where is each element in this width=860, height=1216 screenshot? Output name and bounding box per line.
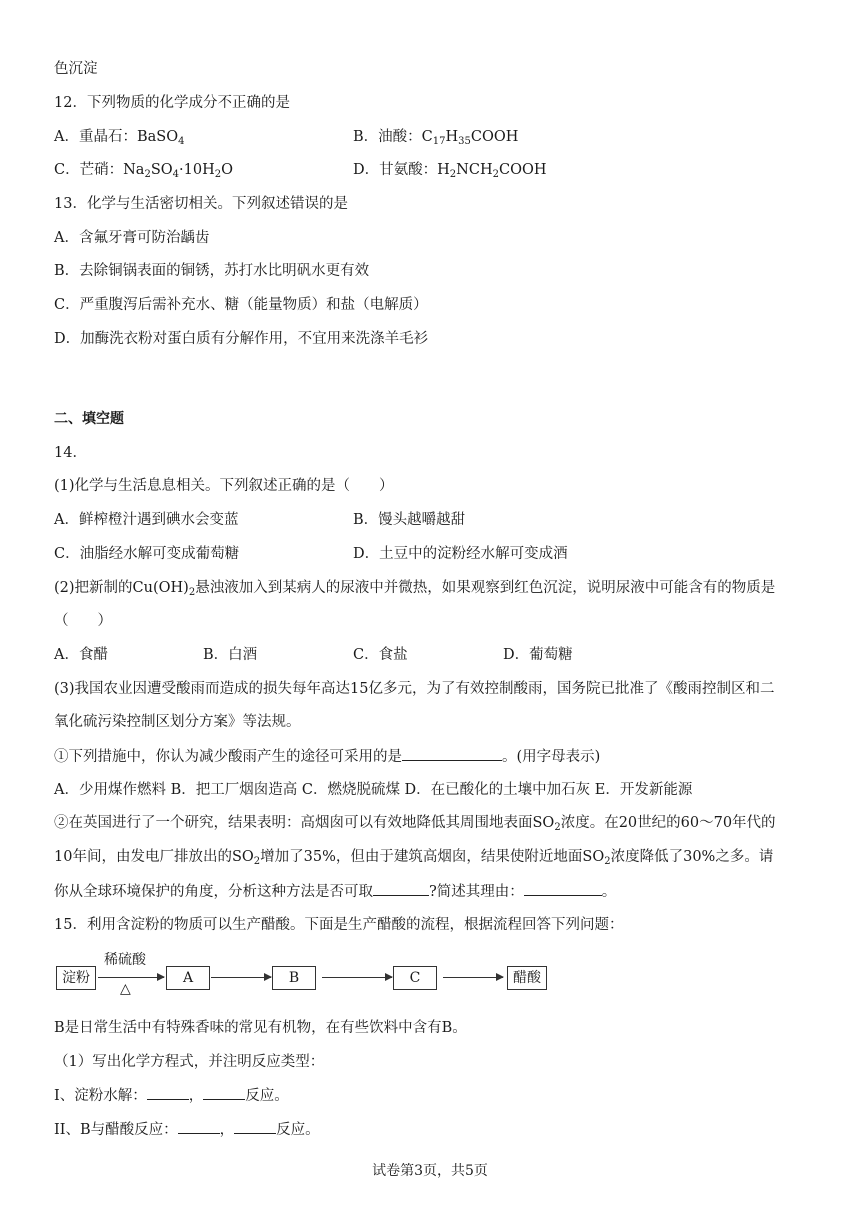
q14-p1-option-b: B．馒头越嚼越甜 [353,512,466,528]
flow-node-b: B [272,966,316,990]
q14-p3-stem-2: 氧化硫污染控制区划分方案》等法规。 [54,714,301,730]
flow-arrow [322,977,392,978]
answer-blank[interactable] [178,1119,220,1134]
flow-heat-symbol: △ [120,981,131,997]
q14-p3-q2-line3: 你从全球环境保护的角度，分析这种方法是否可取 ?简述其理由： 。 [54,881,616,902]
flow-arrow [211,977,271,978]
q13-option-a: A．含氟牙膏可防治龋齿 [54,230,210,246]
flow-node-a: A [166,966,210,990]
q14-p3-q1-options: A．少用煤作燃料 B．把工厂烟囱造高 C．燃烧脱硫煤 D．在已酸化的土壤中加石灰 E．开发新能源 [54,782,693,798]
answer-blank[interactable] [147,1085,189,1100]
answer-blank[interactable] [402,746,502,761]
q14-p3-q1: ①下列措施中，你认为减少酸雨产生的途径可采用的是 。(用字母表示) [54,746,600,767]
q14-p2-stem: (2)把新制的$Cu(OH)_2$悬浊液加入到某病人的尿液中并微热，如果观察到红色沉淀，说明尿液中可能含有的物质是 [54,580,776,598]
page-footer: 试卷第3页，共5页 [372,1163,488,1179]
q14-p3-stem-1: (3)我国农业因遭受酸雨而造成的损失每年高达15亿多元，为了有效控制酸雨，国务院已批准了《酸雨控制区和二 [54,681,775,697]
answer-blank[interactable] [524,881,602,896]
q13-option-c: C．严重腹泻后需补充水、糖（能量物质）和盐（电解质） [54,297,428,313]
q12-stem: 12．下列物质的化学成分不正确的是 [54,95,290,111]
flow-node-c: C [393,966,437,990]
q14-number: 14． [54,445,87,461]
q12-option-c: C．芒硝：$Na_2SO_4\cdot 10H_2O$ [54,162,234,180]
q14-p2-option-a: A．食醋 [54,647,108,663]
q15-stem: 15．利用含淀粉的物质可以生产醋酸。下面是生产醋酸的流程，根据流程回答下列问题： [54,917,624,933]
q14-p2-option-c: C．食盐 [353,647,408,663]
answer-blank[interactable] [203,1085,245,1100]
continued-text: 色沉淀 [54,61,98,77]
q13-option-d: D．加酶洗衣粉对蛋白质有分解作用，不宜用来洗涤羊毛衫 [54,331,429,347]
flow-start-box: 淀粉 [56,966,96,990]
q15-ii: II、B与醋酸反应： ， 反应。 [54,1119,320,1140]
q14-p3-q2-line2: 10年间，由发电厂排放出的$SO_2$增加了35%，但由于建筑高烟囱，结果使附近地面$SO_2$浓度降低了30%之多。请 [54,849,774,867]
q12-option-a: A．重晶石：BaSO$_4$ [54,129,185,147]
q13-option-b: B．去除铜锅表面的铜锈，苏打水比明矾水更有效 [54,263,370,279]
flow-arrow [443,977,503,978]
q15-i: I、淀粉水解： ， 反应。 [54,1085,289,1106]
q12-option-d: D．甘氨酸：$H_2NCH_2COOH$ [353,162,547,180]
q14-p1-stem: (1)化学与生活息息相关。下列叙述正确的是（ ） [54,478,394,494]
flow-diagram [54,950,614,1000]
q15-note: B是日常生活中有特殊香味的常见有机物，在有些饮料中含有B。 [54,1020,467,1036]
q14-p1-option-a: A．鲜榨橙汁遇到碘水会变蓝 [54,512,239,528]
q14-p2-option-d: D．葡萄糖 [503,647,573,663]
q14-p2-option-b: B．白酒 [203,647,258,663]
section-heading: 二、填空题 [54,411,124,427]
q13-stem: 13．化学与生活密切相关。下列叙述错误的是 [54,196,348,212]
answer-blank[interactable] [234,1119,276,1134]
flow-arrow [98,977,164,978]
answer-blank[interactable] [373,881,429,896]
q15-sub1: （1）写出化学方程式，并注明反应类型： [54,1054,325,1070]
q14-p1-option-d: D．土豆中的淀粉经水解可变成酒 [353,546,568,562]
flow-reagent-label: 稀硫酸 [104,952,146,968]
q14-p3-q2-line1: ②在英国进行了一个研究，结果表明：高烟囱可以有效地降低其周围地表面$SO_2$浓度。在20世纪的60～70年代的 [54,815,776,833]
q12-option-b: B．油酸：$C_{17}H_{35}COOH$ [353,129,519,147]
flow-end-box: 醋酸 [507,966,547,990]
q14-p2-stem-end: （ ） [54,613,112,629]
q14-p1-option-c: C．油脂经水解可变成葡萄糖 [54,546,240,562]
